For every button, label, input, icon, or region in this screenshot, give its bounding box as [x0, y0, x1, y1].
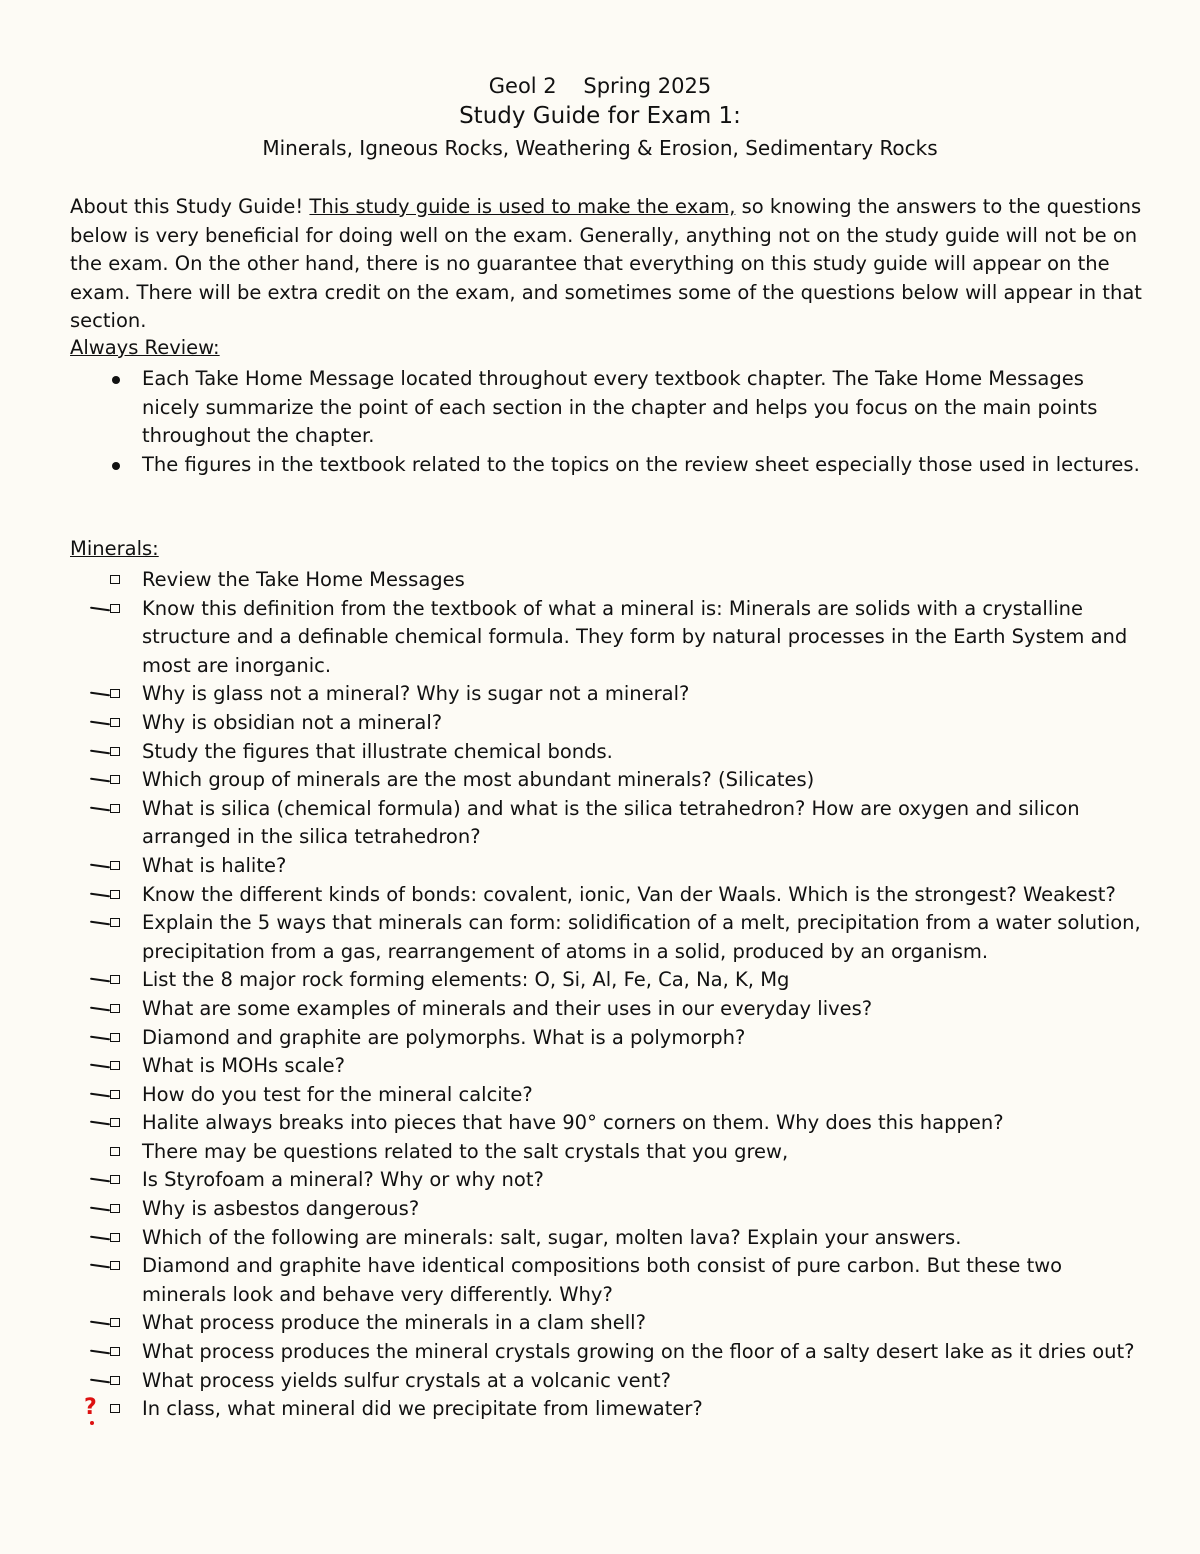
checklist-item: What is halite?	[70, 852, 1145, 881]
page-title: Study Guide for Exam 1:	[459, 103, 741, 129]
red-dot-icon	[90, 1421, 94, 1425]
bullet-icon	[112, 462, 120, 470]
check-mark-icon	[90, 1350, 110, 1355]
checklist-item: Why is obsidian not a mineral?	[70, 709, 1145, 738]
checkbox[interactable]	[110, 604, 120, 613]
checklist-item: Know the different kinds of bonds: covalent, ionic, Van der Waals. Which is the strongest? Weakest?	[70, 881, 1145, 910]
always-review-heading: Always Review:	[70, 336, 220, 359]
checkbox[interactable]	[110, 1175, 120, 1184]
page-subtitle: Minerals, Igneous Rocks, Weathering & Erosion, Sedimentary Rocks	[262, 136, 938, 160]
checkbox[interactable]	[110, 1204, 120, 1213]
check-mark-icon	[90, 1092, 110, 1097]
checkbox[interactable]	[110, 975, 120, 984]
checklist-item: There may be questions related to the salt crystals that you grew,	[70, 1138, 1145, 1167]
check-mark-icon	[90, 778, 110, 783]
always-review-list	[70, 365, 1145, 479]
course-heading: Geol 2 Spring 2025	[488, 74, 712, 98]
check-mark-icon	[90, 721, 110, 726]
checkbox[interactable]	[110, 1147, 120, 1156]
check-mark-icon	[90, 1378, 110, 1383]
checkbox[interactable]	[110, 1118, 120, 1127]
bullet-icon	[112, 376, 120, 384]
checklist-item: What process yields sulfur crystals at a volcanic vent?	[70, 1367, 1145, 1396]
checkbox[interactable]	[110, 575, 120, 584]
checklist-item: Explain the 5 ways that minerals can form: solidification of a melt, precipitation from a water solution, precipitation from a gas, rearrangement of atoms in a solid, produced by an organism.	[70, 909, 1145, 966]
list-item: Each Take Home Message located throughout every textbook chapter. The Take Home Messages nicely summarize the point of each section in the chapter and helps you focus on the main points throughout the chapter.	[70, 365, 1145, 451]
checklist-item: What process produce the minerals in a clam shell?	[70, 1309, 1145, 1338]
check-mark-icon	[90, 806, 110, 811]
question-mark-icon: ?	[84, 1395, 97, 1421]
checklist-item: Why is glass not a mineral? Why is sugar not a mineral?	[70, 680, 1145, 709]
minerals-checklist	[70, 566, 1145, 1424]
checkbox[interactable]	[110, 918, 120, 927]
check-mark-icon	[90, 864, 110, 869]
about-underlined: This study guide is used to make the exam,	[309, 195, 736, 218]
check-mark-icon	[90, 1035, 110, 1040]
about-rest: so knowing the answers to the questions below is very beneficial for doing well on the exam. Generally, anything not on the study guide will not be on the exam. On the other hand, there is no guarantee that everything on this study guide will appear on the exam. There will be extra credit on the exam, and sometimes some of the questions below will appear in that section.	[70, 195, 1142, 333]
checkbox[interactable]	[110, 689, 120, 698]
checklist-item: Is Styrofoam a mineral? Why or why not?	[70, 1166, 1145, 1195]
checkbox[interactable]	[110, 861, 120, 870]
checkbox[interactable]	[110, 804, 120, 813]
checkbox[interactable]	[110, 1090, 120, 1099]
checklist-item: Which group of minerals are the most abundant minerals? (Silicates)	[70, 766, 1145, 795]
checklist-item: List the 8 major rock forming elements: O, Si, Al, Fe, Ca, Na, K, Mg	[70, 966, 1145, 995]
check-mark-icon	[90, 1321, 110, 1326]
checkbox[interactable]	[110, 1404, 120, 1413]
checkbox[interactable]	[110, 1376, 120, 1385]
checkbox[interactable]	[110, 1261, 120, 1270]
list-item: The figures in the textbook related to the topics on the review sheet especially those used in lectures.	[70, 451, 1145, 480]
about-lead: About this Study Guide!	[70, 195, 310, 218]
checklist-item: ? In class, what mineral did we precipitate from limewater?	[70, 1395, 1145, 1424]
about-paragraph	[70, 193, 1145, 336]
checklist-item: Why is asbestos dangerous?	[70, 1195, 1145, 1224]
check-mark-icon	[90, 921, 110, 926]
checklist-item: Halite always breaks into pieces that have 90° corners on them. Why does this happen?	[70, 1109, 1145, 1138]
checklist-item: Review the Take Home Messages	[70, 566, 1145, 595]
checkbox[interactable]	[110, 1061, 120, 1070]
checkbox[interactable]	[110, 1004, 120, 1013]
checklist-item: Diamond and graphite are polymorphs. What is a polymorph?	[70, 1024, 1145, 1053]
check-mark-icon	[90, 1178, 110, 1183]
check-mark-icon	[90, 1235, 110, 1240]
check-mark-icon	[90, 1064, 110, 1069]
check-mark-icon	[90, 1264, 110, 1269]
checklist-item: What are some examples of minerals and their uses in our everyday lives?	[70, 995, 1145, 1024]
checklist-item: Know this definition from the textbook of what a mineral is: Minerals are solids with a crystalline structure and a definable chemical formula. They form by natural processes in the Earth System and most are inorganic.	[70, 595, 1145, 681]
checklist-item: What is MOHs scale?	[70, 1052, 1145, 1081]
checklist-item: Diamond and graphite have identical compositions both consist of pure carbon. But these two minerals look and behave very differently. Why?	[70, 1252, 1145, 1309]
checkbox[interactable]	[110, 775, 120, 784]
checkbox[interactable]	[110, 890, 120, 899]
checklist-item: How do you test for the mineral calcite?	[70, 1081, 1145, 1110]
check-mark-icon	[90, 892, 110, 897]
check-mark-icon	[90, 1121, 110, 1126]
check-mark-icon	[90, 1207, 110, 1212]
check-mark-icon	[90, 978, 110, 983]
checklist-item: Which of the following are minerals: salt, sugar, molten lava? Explain your answers.	[70, 1224, 1145, 1253]
check-mark-icon	[90, 692, 110, 697]
checklist-item: What process produces the mineral crystals growing on the floor of a salty desert lake as it dries out?	[70, 1338, 1145, 1367]
minerals-heading: Minerals:	[70, 537, 159, 560]
checkbox[interactable]	[110, 1033, 120, 1042]
check-mark-icon	[90, 606, 110, 611]
checkbox[interactable]	[110, 1347, 120, 1356]
check-mark-icon	[90, 749, 110, 754]
checkbox[interactable]	[110, 1233, 120, 1242]
checklist-item: Study the figures that illustrate chemical bonds.	[70, 738, 1145, 767]
checkbox[interactable]	[110, 747, 120, 756]
checkbox[interactable]	[110, 718, 120, 727]
checklist-item: What is silica (chemical formula) and what is the silica tetrahedron? How are oxygen and silicon arranged in the silica tetrahedron?	[70, 795, 1145, 852]
check-mark-icon	[90, 1007, 110, 1012]
checkbox[interactable]	[110, 1318, 120, 1327]
